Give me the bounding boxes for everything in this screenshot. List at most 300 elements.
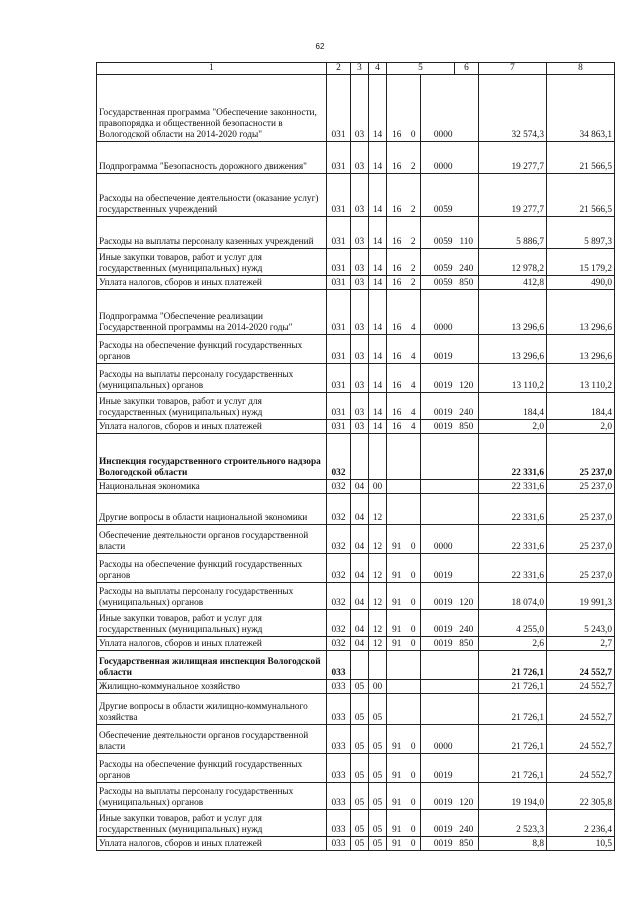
- header-col-5: 5: [387, 63, 455, 75]
- row-code-direction: 0019: [421, 393, 455, 420]
- row-code-program: [387, 480, 407, 494]
- row-code-direction: 0059: [421, 174, 455, 217]
- row-code-admin: 033: [327, 694, 351, 725]
- row-code-subprogram: 2: [407, 142, 421, 174]
- row-code-direction: 0019: [421, 420, 455, 434]
- row-code-admin: 033: [327, 810, 351, 837]
- row-code-subprogram: [407, 494, 421, 525]
- row-code-subprogram: 0: [407, 725, 421, 754]
- header-col-7: 7: [479, 63, 547, 75]
- table-row: [97, 783, 615, 810]
- row-code-program: 91: [387, 583, 407, 610]
- row-code-admin: 033: [327, 837, 351, 851]
- row-code-section: 05: [351, 754, 369, 783]
- row-code-subsection: 14: [369, 75, 387, 142]
- table-row: [97, 335, 615, 364]
- row-name: Подпрограмма "Обеспечение реализации Государственной программы на 2014-2020 годы": [97, 290, 327, 335]
- row-code-subsection: 00: [369, 680, 387, 694]
- row-code-section: 03: [351, 142, 369, 174]
- row-amount-col8: 5 243,0: [547, 610, 615, 637]
- row-code-subprogram: 2: [407, 276, 421, 290]
- row-amount-col7: 32 574,3: [479, 75, 547, 142]
- row-amount-col8: 5 897,3: [547, 217, 615, 249]
- row-code-expense-type: [455, 480, 479, 494]
- row-code-expense-type: [455, 694, 479, 725]
- row-code-expense-type: [455, 680, 479, 694]
- row-code-section: 03: [351, 420, 369, 434]
- row-code-program: 91: [387, 525, 407, 554]
- row-code-subprogram: 4: [407, 420, 421, 434]
- row-amount-col8: 19 991,3: [547, 583, 615, 610]
- row-code-expense-type: 850: [455, 420, 479, 434]
- row-code-subprogram: 2: [407, 217, 421, 249]
- row-code-subsection: 14: [369, 420, 387, 434]
- row-code-program: 16: [387, 249, 407, 276]
- row-code-expense-type: [455, 525, 479, 554]
- table-row: [97, 554, 615, 583]
- row-name: Расходы на выплаты персоналу государственных (муниципальных) органов: [97, 783, 327, 810]
- header-col-2: 2: [327, 63, 351, 75]
- row-code-direction: [421, 651, 455, 680]
- row-code-subprogram: 0: [407, 783, 421, 810]
- row-amount-col7: 19 277,7: [479, 142, 547, 174]
- row-code-direction: 0059: [421, 249, 455, 276]
- row-code-program: 16: [387, 393, 407, 420]
- header-col-8: 8: [547, 63, 615, 75]
- row-amount-col7: 22 331,6: [479, 480, 547, 494]
- row-code-admin: 031: [327, 393, 351, 420]
- row-name: Расходы на выплаты персоналу государственных (муниципальных) органов: [97, 583, 327, 610]
- row-code-section: 03: [351, 75, 369, 142]
- table-row: [97, 393, 615, 420]
- row-code-section: 04: [351, 610, 369, 637]
- row-amount-col7: 19 277,7: [479, 174, 547, 217]
- page-number: 62: [315, 42, 325, 51]
- row-code-admin: 031: [327, 290, 351, 335]
- table-row: [97, 583, 615, 610]
- row-code-admin: 031: [327, 217, 351, 249]
- row-code-section: 05: [351, 694, 369, 725]
- row-amount-col8: 24 552,7: [547, 694, 615, 725]
- row-code-admin: 031: [327, 174, 351, 217]
- row-amount-col8: 24 552,7: [547, 651, 615, 680]
- row-code-direction: 0019: [421, 783, 455, 810]
- row-code-program: 16: [387, 217, 407, 249]
- row-code-admin: 033: [327, 754, 351, 783]
- row-name: Обеспечение деятельности органов государственной власти: [97, 525, 327, 554]
- row-amount-col7: 22 331,6: [479, 554, 547, 583]
- row-code-direction: 0019: [421, 754, 455, 783]
- row-code-expense-type: [455, 725, 479, 754]
- row-code-expense-type: 850: [455, 276, 479, 290]
- row-code-program: 91: [387, 637, 407, 651]
- row-code-section: 03: [351, 290, 369, 335]
- row-code-subsection: 12: [369, 583, 387, 610]
- row-code-subprogram: 2: [407, 174, 421, 217]
- row-code-admin: 031: [327, 249, 351, 276]
- row-name: Национальная экономика: [97, 480, 327, 494]
- row-code-subprogram: 0: [407, 525, 421, 554]
- row-amount-col8: 25 237,0: [547, 494, 615, 525]
- row-name: Расходы на обеспечение функций государственных органов: [97, 335, 327, 364]
- row-code-admin: 033: [327, 651, 351, 680]
- row-code-section: 05: [351, 680, 369, 694]
- row-amount-col7: 412,8: [479, 276, 547, 290]
- row-amount-col8: 13 110,2: [547, 364, 615, 393]
- row-code-section: 05: [351, 837, 369, 851]
- row-code-admin: 032: [327, 583, 351, 610]
- row-code-expense-type: 850: [455, 837, 479, 851]
- row-amount-col8: 25 237,0: [547, 434, 615, 480]
- row-code-expense-type: [455, 290, 479, 335]
- row-code-admin: 033: [327, 783, 351, 810]
- row-code-admin: 032: [327, 610, 351, 637]
- row-code-section: 04: [351, 494, 369, 525]
- row-code-subsection: [369, 434, 387, 480]
- row-code-expense-type: [455, 335, 479, 364]
- row-code-direction: 0019: [421, 554, 455, 583]
- row-name: Другие вопросы в области жилищно-коммунального хозяйства: [97, 694, 327, 725]
- table-row: [97, 249, 615, 276]
- row-amount-col7: 22 331,6: [479, 494, 547, 525]
- row-code-program: [387, 434, 407, 480]
- row-amount-col7: 21 726,1: [479, 754, 547, 783]
- row-code-section: [351, 651, 369, 680]
- row-amount-col7: 13 296,6: [479, 290, 547, 335]
- table-row: [97, 420, 615, 434]
- table-row: [97, 290, 615, 335]
- row-code-expense-type: 110: [455, 217, 479, 249]
- row-amount-col8: 25 237,0: [547, 525, 615, 554]
- row-code-admin: 031: [327, 276, 351, 290]
- row-code-direction: 0019: [421, 637, 455, 651]
- table-row: [97, 637, 615, 651]
- row-code-direction: 0000: [421, 725, 455, 754]
- row-code-direction: [421, 694, 455, 725]
- row-amount-col8: 13 296,6: [547, 335, 615, 364]
- row-code-program: 91: [387, 783, 407, 810]
- row-code-expense-type: 120: [455, 783, 479, 810]
- row-code-admin: 032: [327, 434, 351, 480]
- row-code-subsection: 12: [369, 610, 387, 637]
- row-code-section: 03: [351, 276, 369, 290]
- row-code-admin: 031: [327, 142, 351, 174]
- row-name: Уплата налогов, сборов и иных платежей: [97, 276, 327, 290]
- row-code-subprogram: [407, 694, 421, 725]
- row-code-section: 03: [351, 393, 369, 420]
- row-code-direction: [421, 494, 455, 525]
- row-code-program: [387, 694, 407, 725]
- row-amount-col7: 22 331,6: [479, 434, 547, 480]
- row-amount-col8: 10,5: [547, 837, 615, 851]
- row-code-subsection: 12: [369, 494, 387, 525]
- row-code-direction: [421, 680, 455, 694]
- table-row: [97, 610, 615, 637]
- row-amount-col8: 21 566,5: [547, 174, 615, 217]
- header-col-3: 3: [351, 63, 369, 75]
- row-code-program: 16: [387, 290, 407, 335]
- row-code-direction: 0000: [421, 290, 455, 335]
- row-name: Расходы на обеспечение функций государственных органов: [97, 754, 327, 783]
- row-code-subsection: 05: [369, 754, 387, 783]
- row-code-direction: 0019: [421, 810, 455, 837]
- row-code-program: 91: [387, 554, 407, 583]
- row-code-direction: 0019: [421, 610, 455, 637]
- row-code-subprogram: 2: [407, 249, 421, 276]
- row-code-subprogram: [407, 434, 421, 480]
- row-code-subsection: 14: [369, 142, 387, 174]
- table-row: [97, 480, 615, 494]
- row-code-subsection: 14: [369, 174, 387, 217]
- row-amount-col7: 2,0: [479, 420, 547, 434]
- row-amount-col7: 13 296,6: [479, 335, 547, 364]
- row-code-program: 16: [387, 420, 407, 434]
- row-amount-col8: 24 552,7: [547, 754, 615, 783]
- row-code-subprogram: 4: [407, 290, 421, 335]
- row-amount-col8: 22 305,8: [547, 783, 615, 810]
- row-code-admin: 032: [327, 494, 351, 525]
- table-row: [97, 694, 615, 725]
- header-col-4: 4: [369, 63, 387, 75]
- row-code-subsection: 14: [369, 335, 387, 364]
- row-amount-col7: 13 110,2: [479, 364, 547, 393]
- row-code-subsection: 05: [369, 783, 387, 810]
- row-code-expense-type: 240: [455, 810, 479, 837]
- row-code-section: 04: [351, 583, 369, 610]
- row-code-section: 03: [351, 249, 369, 276]
- row-code-admin: 032: [327, 554, 351, 583]
- row-code-expense-type: 120: [455, 364, 479, 393]
- row-code-subprogram: 0: [407, 754, 421, 783]
- row-code-program: [387, 680, 407, 694]
- row-code-admin: 031: [327, 75, 351, 142]
- table-row: [97, 525, 615, 554]
- row-amount-col7: 5 886,7: [479, 217, 547, 249]
- row-amount-col7: 184,4: [479, 393, 547, 420]
- row-code-subsection: 14: [369, 290, 387, 335]
- row-code-expense-type: 120: [455, 583, 479, 610]
- row-code-subsection: 05: [369, 725, 387, 754]
- budget-table: [96, 62, 615, 851]
- row-code-section: 04: [351, 554, 369, 583]
- row-amount-col7: 19 194,0: [479, 783, 547, 810]
- row-code-admin: 031: [327, 364, 351, 393]
- table-row: [97, 217, 615, 249]
- row-code-direction: [421, 480, 455, 494]
- row-name: Обеспечение деятельности органов государственной власти: [97, 725, 327, 754]
- row-amount-col8: 24 552,7: [547, 680, 615, 694]
- table-row: [97, 494, 615, 525]
- row-code-section: 05: [351, 810, 369, 837]
- row-name: Уплата налогов, сборов и иных платежей: [97, 837, 327, 851]
- table-row: [97, 651, 615, 680]
- row-code-expense-type: [455, 174, 479, 217]
- table-row: [97, 434, 615, 480]
- row-code-subprogram: [407, 680, 421, 694]
- row-amount-col7: 21 726,1: [479, 680, 547, 694]
- row-code-subprogram: [407, 480, 421, 494]
- row-code-program: 91: [387, 725, 407, 754]
- row-name: Иные закупки товаров, работ и услуг для государственных (муниципальных) нужд: [97, 249, 327, 276]
- row-code-subprogram: 4: [407, 335, 421, 364]
- row-amount-col7: 12 978,2: [479, 249, 547, 276]
- row-code-admin: 031: [327, 420, 351, 434]
- header-col-6: 6: [455, 63, 479, 75]
- row-name: Иные закупки товаров, работ и услуг для государственных (муниципальных) нужд: [97, 610, 327, 637]
- row-code-subsection: 14: [369, 393, 387, 420]
- row-name: Уплата налогов, сборов и иных платежей: [97, 637, 327, 651]
- row-name: Уплата налогов, сборов и иных платежей: [97, 420, 327, 434]
- row-code-subsection: 14: [369, 249, 387, 276]
- table-row: [97, 810, 615, 837]
- row-amount-col8: 21 566,5: [547, 142, 615, 174]
- row-code-section: 05: [351, 783, 369, 810]
- table-row: [97, 364, 615, 393]
- row-code-program: 16: [387, 75, 407, 142]
- row-code-subsection: 14: [369, 217, 387, 249]
- row-code-subsection: 05: [369, 837, 387, 851]
- row-amount-col7: 22 331,6: [479, 525, 547, 554]
- row-name: Иные закупки товаров, работ и услуг для государственных (муниципальных) нужд: [97, 810, 327, 837]
- row-amount-col8: 184,4: [547, 393, 615, 420]
- row-code-direction: 0059: [421, 217, 455, 249]
- row-code-program: [387, 494, 407, 525]
- row-amount-col7: 4 255,0: [479, 610, 547, 637]
- row-name: Государственная жилищная инспекция Вологодской области: [97, 651, 327, 680]
- row-code-program: 16: [387, 142, 407, 174]
- table-row: [97, 174, 615, 217]
- row-code-admin: 031: [327, 335, 351, 364]
- row-code-subprogram: 4: [407, 364, 421, 393]
- row-code-subprogram: 4: [407, 393, 421, 420]
- row-code-subprogram: 0: [407, 637, 421, 651]
- row-amount-col8: 13 296,6: [547, 290, 615, 335]
- row-code-expense-type: [455, 754, 479, 783]
- row-amount-col8: 15 179,2: [547, 249, 615, 276]
- row-amount-col7: 18 074,0: [479, 583, 547, 610]
- table-row: [97, 75, 615, 142]
- row-amount-col7: 21 726,1: [479, 694, 547, 725]
- row-code-program: 91: [387, 754, 407, 783]
- row-code-direction: 0019: [421, 583, 455, 610]
- row-code-subsection: 05: [369, 810, 387, 837]
- table-row: [97, 142, 615, 174]
- row-code-direction: 0019: [421, 364, 455, 393]
- row-code-expense-type: [455, 651, 479, 680]
- row-code-subprogram: 0: [407, 75, 421, 142]
- table-row: [97, 837, 615, 851]
- row-code-direction: 0000: [421, 75, 455, 142]
- row-code-expense-type: [455, 554, 479, 583]
- row-code-expense-type: 240: [455, 249, 479, 276]
- row-name: Другие вопросы в области национальной экономики: [97, 494, 327, 525]
- row-code-expense-type: [455, 434, 479, 480]
- row-code-program: 16: [387, 276, 407, 290]
- row-name: Иные закупки товаров, работ и услуг для государственных (муниципальных) нужд: [97, 393, 327, 420]
- row-name: Расходы на выплаты персоналу государственных (муниципальных) органов: [97, 364, 327, 393]
- row-code-expense-type: [455, 494, 479, 525]
- row-code-subprogram: 0: [407, 810, 421, 837]
- row-name: Жилищно-коммунальное хозяйство: [97, 680, 327, 694]
- row-amount-col7: 21 726,1: [479, 651, 547, 680]
- row-amount-col8: 24 552,7: [547, 725, 615, 754]
- row-code-subprogram: [407, 651, 421, 680]
- row-code-subsection: 14: [369, 364, 387, 393]
- table-row: [97, 754, 615, 783]
- row-code-direction: 0059: [421, 276, 455, 290]
- row-amount-col8: 25 237,0: [547, 480, 615, 494]
- row-code-program: [387, 651, 407, 680]
- row-name: Подпрограмма "Безопасность дорожного движения": [97, 142, 327, 174]
- row-code-section: 04: [351, 637, 369, 651]
- row-code-subsection: 00: [369, 480, 387, 494]
- row-code-subsection: 12: [369, 554, 387, 583]
- row-code-direction: 0019: [421, 837, 455, 851]
- row-amount-col7: 8,8: [479, 837, 547, 851]
- row-code-program: 91: [387, 837, 407, 851]
- row-code-section: 04: [351, 525, 369, 554]
- header-row: [97, 63, 615, 75]
- row-code-admin: 033: [327, 725, 351, 754]
- row-code-section: [351, 434, 369, 480]
- row-code-section: 03: [351, 364, 369, 393]
- row-amount-col7: 2 523,3: [479, 810, 547, 837]
- row-amount-col8: 490,0: [547, 276, 615, 290]
- table-row: [97, 680, 615, 694]
- row-code-subsection: 12: [369, 637, 387, 651]
- row-name: Расходы на выплаты персоналу казенных учреждений: [97, 217, 327, 249]
- table-row: [97, 725, 615, 754]
- row-code-subprogram: 0: [407, 583, 421, 610]
- row-code-subsection: 14: [369, 276, 387, 290]
- row-amount-col8: 34 863,1: [547, 75, 615, 142]
- row-code-section: 03: [351, 217, 369, 249]
- row-code-expense-type: 850: [455, 637, 479, 651]
- row-code-subsection: 12: [369, 525, 387, 554]
- row-code-program: 16: [387, 335, 407, 364]
- header-col-1: 1: [97, 63, 327, 75]
- table-row: [97, 276, 615, 290]
- row-code-section: 05: [351, 725, 369, 754]
- row-code-program: 16: [387, 174, 407, 217]
- row-code-section: 04: [351, 480, 369, 494]
- row-code-admin: 032: [327, 480, 351, 494]
- row-code-section: 03: [351, 335, 369, 364]
- row-name: Расходы на обеспечение деятельности (оказание услуг) государственных учреждений: [97, 174, 327, 217]
- row-code-direction: 0000: [421, 525, 455, 554]
- row-code-expense-type: [455, 142, 479, 174]
- row-amount-col8: 2,0: [547, 420, 615, 434]
- row-amount-col7: 21 726,1: [479, 725, 547, 754]
- row-code-subprogram: 0: [407, 610, 421, 637]
- row-amount-col8: 2 236,4: [547, 810, 615, 837]
- row-name: Инспекция государственного строительного надзора Вологодской области: [97, 434, 327, 480]
- row-code-expense-type: 240: [455, 610, 479, 637]
- row-code-subprogram: 0: [407, 837, 421, 851]
- row-code-subsection: [369, 651, 387, 680]
- row-code-subprogram: 0: [407, 554, 421, 583]
- row-code-expense-type: 240: [455, 393, 479, 420]
- row-name: Государственная программа "Обеспечение законности, правопорядка и общественной безопасности в Вологодской области на 2014-2020 годы": [97, 75, 327, 142]
- row-code-direction: 0000: [421, 142, 455, 174]
- row-name: Расходы на обеспечение функций государственных органов: [97, 554, 327, 583]
- row-code-program: 16: [387, 364, 407, 393]
- row-code-expense-type: [455, 75, 479, 142]
- row-code-admin: 033: [327, 680, 351, 694]
- row-code-program: 91: [387, 810, 407, 837]
- row-code-section: 03: [351, 174, 369, 217]
- row-amount-col8: 2,7: [547, 637, 615, 651]
